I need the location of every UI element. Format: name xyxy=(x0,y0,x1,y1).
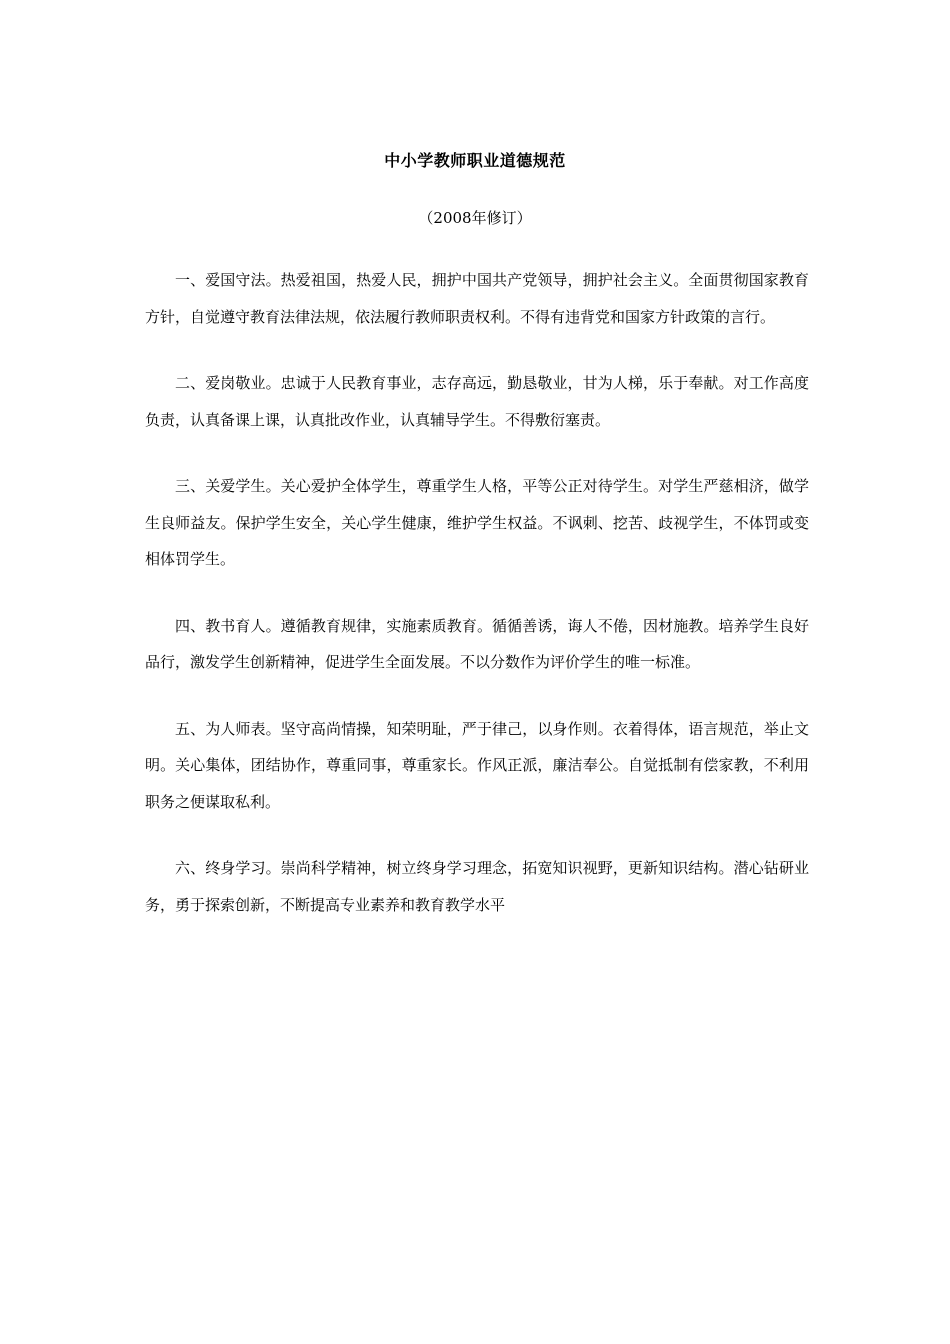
article-4-teaching-and-educating: 四、教书育人。遵循教育规律，实施素质教育。循循善诱，诲人不倦，因材施教。培养学生良好品行，激发学生创新精神，促进学生全面发展。不以分数作为评价学生的唯一标准。 xyxy=(145,616,809,671)
document-title: 中小学教师职业道德规范 xyxy=(384,151,566,170)
article-list xyxy=(145,262,809,953)
document-subtitle: （2008年修订） xyxy=(418,209,532,227)
article-5-role-model: 五、为人师表。坚守高尚情操，知荣明耻，严于律己，以身作则。衣着得体，语言规范，举止文明。关心集体，团结协作，尊重同事，尊重家长。作风正派，廉洁奉公。自觉抵制有偿家教，不利用职务之便谋取私利。 xyxy=(145,719,809,811)
article-1-patriotism: 一、爱国守法。热爱祖国，热爱人民，拥护中国共产党领导，拥护社会主义。全面贯彻国家教育方针，自觉遵守教育法律法规，依法履行教师职责权利。不得有违背党和国家方针政策的言行。 xyxy=(145,271,809,326)
article-3-care-for-students: 三、关爱学生。关心爱护全体学生，尊重学生人格，平等公正对待学生。对学生严慈相济，做学生良师益友。保护学生安全，关心学生健康，维护学生权益。不讽刺、挖苦、歧视学生，不体罚或变相体罚学生。 xyxy=(145,477,809,568)
article-6-lifelong-learning: 六、终身学习。崇尚科学精神，树立终身学习理念，拓宽知识视野，更新知识结构。潜心钻研业务，勇于探索创新，不断提高专业素养和教育教学水平 xyxy=(145,859,809,914)
article-2-dedication: 二、爱岗敬业。忠诚于人民教育事业，志存高远，勤恳敬业，甘为人梯，乐于奉献。对工作高度负责，认真备课上课，认真批改作业，认真辅导学生。不得敷衍塞责。 xyxy=(145,374,809,429)
